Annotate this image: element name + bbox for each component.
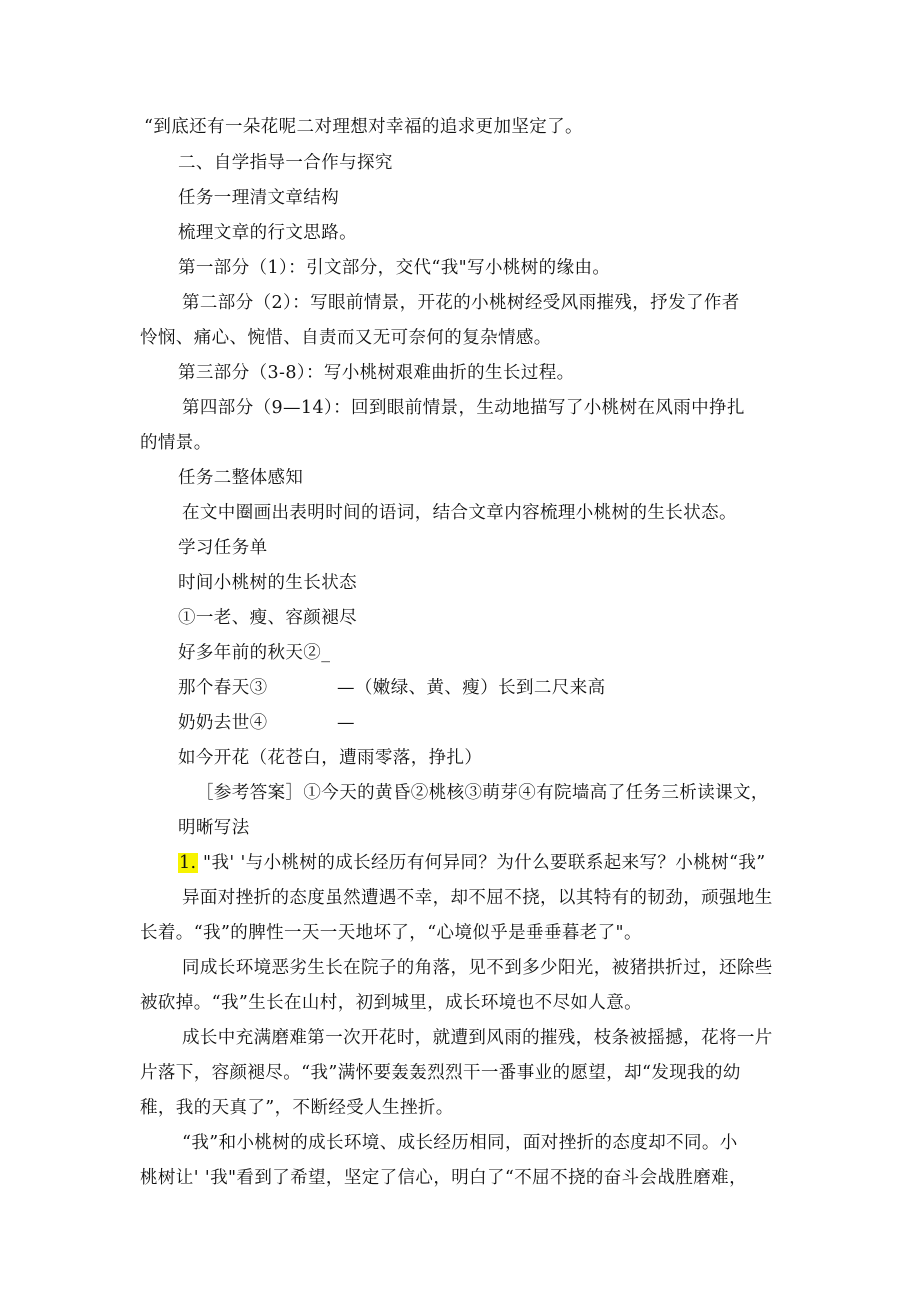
text-line: 奶奶去世④: [178, 713, 268, 733]
text-line: 片落下，容颜褪尽。“我”满怀要轰轰烈烈干一番事业的愿望，却“发现我的幼: [140, 1063, 741, 1083]
text-line: —（嫩绿、黄、瘦）长到二尺来高: [337, 678, 606, 698]
text-line: 稚，我的天真了”，不断经受人生挫折。: [140, 1098, 454, 1118]
text-line: —: [337, 713, 355, 733]
text-line: “我”和小桃树的成长环境、成长经历相同，面对挫折的态度却不同。小: [182, 1133, 738, 1153]
question-number: [178, 851, 198, 875]
text-line: 成长中充满磨难第一次开花时，就遭到风雨的摧残，枝条被摇撼，花将一片: [182, 1028, 773, 1048]
text-line: 在文中圈画出表明时间的语词，结合文章内容梳理小桃树的生长状态。: [182, 503, 737, 523]
text-line: 长着。“我”的脾性一天一天地坏了，“心境似乎是垂垂暮老了"。: [140, 923, 642, 943]
text-line: 被砍掉。“我”生长在山村，初到城里，成长环境也不尽如人意。: [140, 993, 642, 1013]
text-line: 好多年前的秋天②_: [178, 643, 331, 663]
task-heading: 任务二整体感知: [178, 468, 304, 488]
text-line: 明晰写法: [178, 818, 250, 838]
text-line: 第二部分（2）：写眼前情景，开花的小桃树经受风雨摧残，抒发了作者: [182, 293, 740, 313]
text-line: 学习任务单: [178, 538, 268, 558]
text-line: 同成长环境恶劣生长在院子的角落，见不到多少阳光，被猪拱折过，还除些: [182, 958, 773, 978]
text-line: 时间小桃树的生长状态: [178, 573, 357, 593]
text-line: 的情景。: [140, 433, 212, 453]
text-line: 第四部分（9—14）：回到眼前情景，生动地描写了小桃树在风雨中挣扎: [182, 398, 745, 418]
task-heading: 任务一理清文章结构: [178, 188, 340, 208]
text-line: ①一老、瘦、容颜褪尽: [178, 608, 357, 628]
answer-line: ［参考答案］①今天的黄昏②桃核③萌芽④有院墙高了任务三析读课文，: [196, 783, 769, 803]
text-line: 如今开花（花苍白，遭雨零落，挣扎）: [178, 748, 483, 768]
text-line: 梳理文章的行文思路。: [178, 223, 357, 243]
text-line: 第一部分（1）：引文部分，交代“我"写小桃树的缘由。: [178, 258, 611, 278]
text-line: 第三部分（3-8）：写小桃树艰难曲折的生长过程。: [178, 363, 575, 383]
text-line: “到底还有一朵花呢二对理想对幸福的追求更加坚定了。: [144, 117, 583, 137]
text-line: 异面对挫折的态度虽然遭遇不幸，却不屈不挠，以其特有的韧劲，顽强地生: [182, 888, 773, 908]
text-line: 怜悯、痛心、惋惜、自责而又无可奈何的复杂情感。: [140, 328, 552, 348]
text-line: 桃树让' '我"看到了希望，坚定了信心，明白了“不屈不挠的奋斗会战胜磨难，: [140, 1168, 747, 1188]
text-line: 那个春天③: [178, 678, 268, 698]
highlight-mark: 1.: [179, 853, 197, 873]
section-heading: 二、自学指导一合作与探究: [178, 153, 393, 173]
question-text: "我' '与小桃树的成长经历有何异同？为什么要联系起来写？小桃树“我”: [203, 853, 766, 873]
